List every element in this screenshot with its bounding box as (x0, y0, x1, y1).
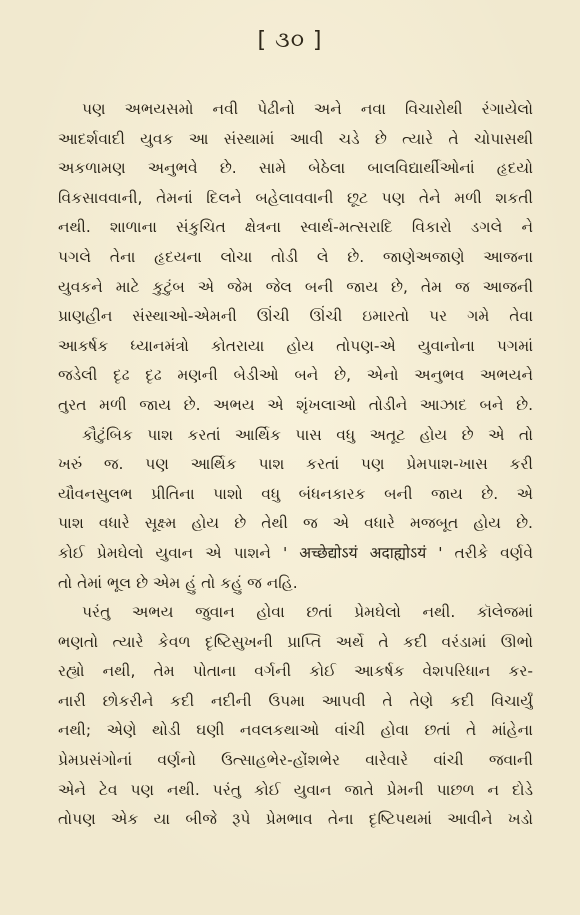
text-line: નથી. શાળાના સંકુચિત ક્ષેત્રના સ્વાર્થ-મત્સરાદિ વિકારો ડગલે ને (58, 218, 533, 237)
text-line: પરંતુ અભય જુવાન હોવા છતાં પ્રેમઘેલો નથી. કૉલેજમાં (82, 603, 533, 622)
text-line: યૌવનસુલભ પ્રીતિના પાશો વધુ બંધનકારક બની જાય છે. એ (58, 484, 533, 503)
text-line: કોઈ પ્રેમઘેલો યુવાન એ પાશને ' अच्छेद्योऽयं अदाह्योऽयं ' તરીકે વર્ણવે (58, 543, 533, 562)
text-line: આદર્શવાદી યુવક આ સંસ્થામાં આવી ચડે છે ત્યારે તે ચોપાસથી (58, 129, 533, 148)
body-text (58, 95, 533, 835)
text-line: એને ટેવ પણ નથી. પરંતુ કોઈ યુવાન જાતે પ્રેમની પાછળ ન દોડે (58, 780, 533, 799)
text-line: અકળામણ અનુભવે છે. સામે બેઠેલા બાલવિદ્યાર્થીઓનાં હૃદયો (58, 159, 533, 178)
text-line: પાશ વધારે સૂક્ષ્મ હોય છે તેથી જ એ વધારે મજબૂત હોય છે. (58, 514, 533, 533)
text-line: પ્રાણહીન સંસ્થાઓ-એમની ઊંચી ઊંચી ઇમારતો પર ગમે તેવા (58, 307, 533, 326)
text-line: જડેલી દૃઢ દૃઢ મણની બેડીઓ બને છે, એનો અનુભવ અભયને (58, 366, 533, 385)
text-line: રહ્યો નથી, તેમ પોતાના વર્ગની કોઈ આકર્ષક વેશપરિધાન કર- (58, 662, 533, 681)
text-line: યુવકને માટે કુટુંબ એ જેમ જેલ બની જાય છે, તેમ જ આજની (58, 277, 533, 296)
paragraph-2 (58, 421, 533, 599)
paragraph-1 (58, 95, 533, 421)
text-line: નારી છોકરીને કદી નદીની ઉપમા આપવી તે તેણે કદી વિચાર્યું (58, 691, 533, 710)
text-line: ભણતો ત્યારે કેવળ દૃષ્ટિસુખની પ્રાપ્તિ અર્થે તે કદી વરંડામાં ઊભો (58, 632, 533, 651)
text-line: પ્રેમપ્રસંગોનાં વર્ણનો ઉત્સાહભેર-હોંશભેર વારેવારે વાંચી જવાની (58, 751, 533, 770)
text-line: વિકસાવવાની, તેમનાં દિલને બહેલાવવાની છૂટ પણ તેને મળી શકતી (58, 188, 533, 207)
paragraph-3 (58, 598, 533, 835)
text-line: ખરું જ. પણ આર્થિક પાશ કરતાં પણ પ્રેમપાશ-ખાસ કરી (58, 455, 533, 474)
text-line: તોપણ એક યા બીજે રૂપે પ્રેમભાવ તેના દૃષ્ટિપથમાં આવીને ખડો (58, 810, 533, 829)
text-line: પગલે તેના હૃદયના લોચા તોડી લે છે. જાણેઅજાણે આજના (58, 247, 533, 266)
text-line: તુરત મળી જાય છે. અભય એ શૃંખલાઓ તોડીને આઝાદ બને છે. (58, 395, 533, 414)
text-line: કૌટુંબિક પાશ કરતાં આર્થિક પાસ વધુ અતૂટ હોય છે એ તો (82, 425, 533, 444)
text-line: તો તેમાં ભૂલ છે એમ હું તો કહું જ નહિ. (58, 573, 298, 592)
text-line: નથી; એણે થોડી ઘણી નવલકથાઓ વાંચી હોવા છતાં તે માંહેના (58, 721, 533, 740)
page-number: [ ૩૦ ] (257, 28, 323, 53)
text-line: આકર્ષક ધ્યાનમંત્રો કોતરાયા હોય તોપણ-એ યુવાનોના પગમાં (58, 336, 533, 355)
text-line: પણ અભયસમો નવી પેઢીનો અને નવા વિચારોથી રંગાયેલો (82, 100, 533, 118)
